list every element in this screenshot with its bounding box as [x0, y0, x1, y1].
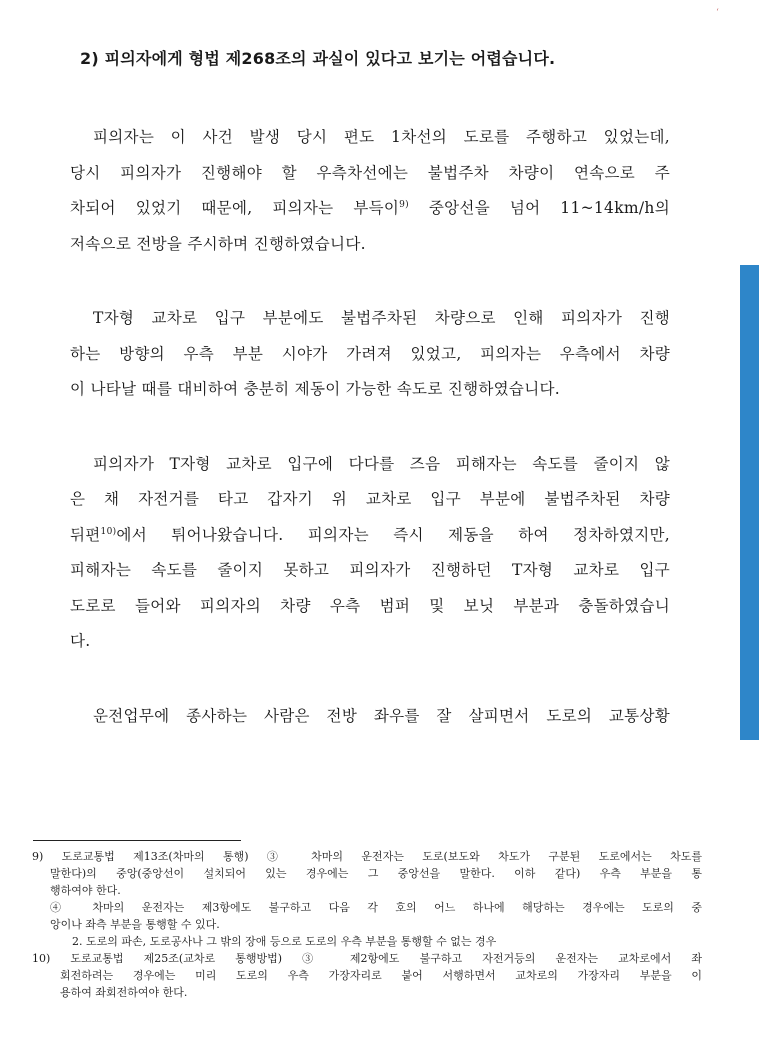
footnote-line: 행하여야 한다.	[50, 884, 121, 897]
footnote-line: 말한다)의 중앙(중앙선이 설치되어 있는 경우에는 그 중앙선을 말한다. 이하 같다) 우측 부분을 통	[50, 867, 702, 880]
text-line: T자형 교차로 입구 부분에도 불법주차된 차량으로 인해 피의자가 진행	[93, 309, 670, 327]
text-line: 피해자는 속도를 줄이지 못하고 피의자가 진행하던 T자형 교차로 입구	[70, 561, 670, 579]
text-line: 당시 피의자가 진행해야 할 우측차선에는 불법주차 차량이 연속으로 주	[70, 163, 670, 182]
text-line-with-footnote	[70, 191, 670, 227]
text-line: 도로로 들어와 피의자의 차량 우측 범퍼 및 보닛 부분과 충돌하였습니	[70, 596, 670, 615]
footnote-ref-10: 10)	[100, 526, 117, 537]
text-line: 운전업무에 종사하는 사람은 전방 좌우를 잘 살피면서 도로의 교통상황	[93, 706, 670, 725]
text-line: 피의자는 이 사건 발생 당시 편도 1차선의 도로를 주행하고 있었는데,	[93, 128, 670, 146]
text-line: 하는 방향의 우측 부분 시야가 가려져 있었고, 피의자는 우측에서 차량	[70, 344, 670, 363]
text-segment: 뒤편	[70, 525, 101, 544]
section-heading: 2) 피의자에게 형법 제268조의 과실이 있다고 보기는 어렵습니다.	[80, 49, 556, 68]
text-segment: 중앙선을 넘어 11~14km/h의	[408, 199, 670, 217]
footnote-divider	[33, 840, 241, 841]
text-line: 피의자가 T자형 교차로 입구에 다다를 즈음 피해자는 속도를 줄이지 않	[93, 454, 670, 473]
footnote-line: 회전하려는 경우에는 미리 도로의 우측 가장자리로 붙어 서행하면서 교차로의 가장자리 부분을 이	[60, 969, 702, 982]
text-segment: 차되어 있었기 때문에, 피의자는 부득이	[70, 199, 400, 217]
text-line-with-footnote	[70, 518, 670, 554]
body-text	[70, 120, 670, 773]
footnotes	[32, 848, 702, 1001]
text-line: 은 채 자전거를 타고 갑자기 위 교차로 입구 부분에 불법주차된 차량	[70, 490, 670, 508]
text-line: 다.	[70, 632, 91, 650]
footnote-line: 9) 도로교통법 제13조(차마의 통행) ③ 차마의 운전자는 도로(보도와 차도가 구분된 도로에서는 차도를	[32, 850, 702, 863]
text-segment: 에서 튀어나왔습니다. 피의자는 즉시 제동을 하여 정차하였지만,	[116, 525, 670, 544]
text-line: 이 나타날 때를 대비하여 충분히 제동이 가능한 속도로 진행하였습니다.	[70, 380, 560, 398]
footnote-line: 10) 도로교통법 제25조(교차로 통행방법) ③ 제2항에도 불구하고 자전거등의 운전자는 교차로에서 좌	[32, 952, 702, 965]
footnote-line: ④ 차마의 운전자는 제3항에도 불구하고 다음 각 호의 어느 하나에 해당하는 경우에는 도로의 중	[50, 901, 702, 914]
text-line: 저속으로 전방을 주시하며 진행하였습니다.	[70, 234, 366, 253]
paragraph-2	[70, 301, 670, 408]
paragraph-4	[70, 699, 670, 735]
paragraph-3	[70, 447, 670, 660]
footnote-ref-9: 9)	[399, 199, 409, 210]
footnote-line: 용하여 좌회전하여야 한다.	[60, 986, 188, 999]
side-bar	[740, 265, 759, 740]
footnote-line: 2. 도로의 파손, 도로공사나 그 밖의 장애 등으로 도로의 우측 부분을 통행할 수 없는 경우	[72, 935, 497, 948]
paragraph-1	[70, 120, 670, 262]
corner-mark: ʻ	[716, 8, 719, 18]
footnote-line: 앙이나 좌측 부분을 통행할 수 있다.	[50, 918, 220, 931]
